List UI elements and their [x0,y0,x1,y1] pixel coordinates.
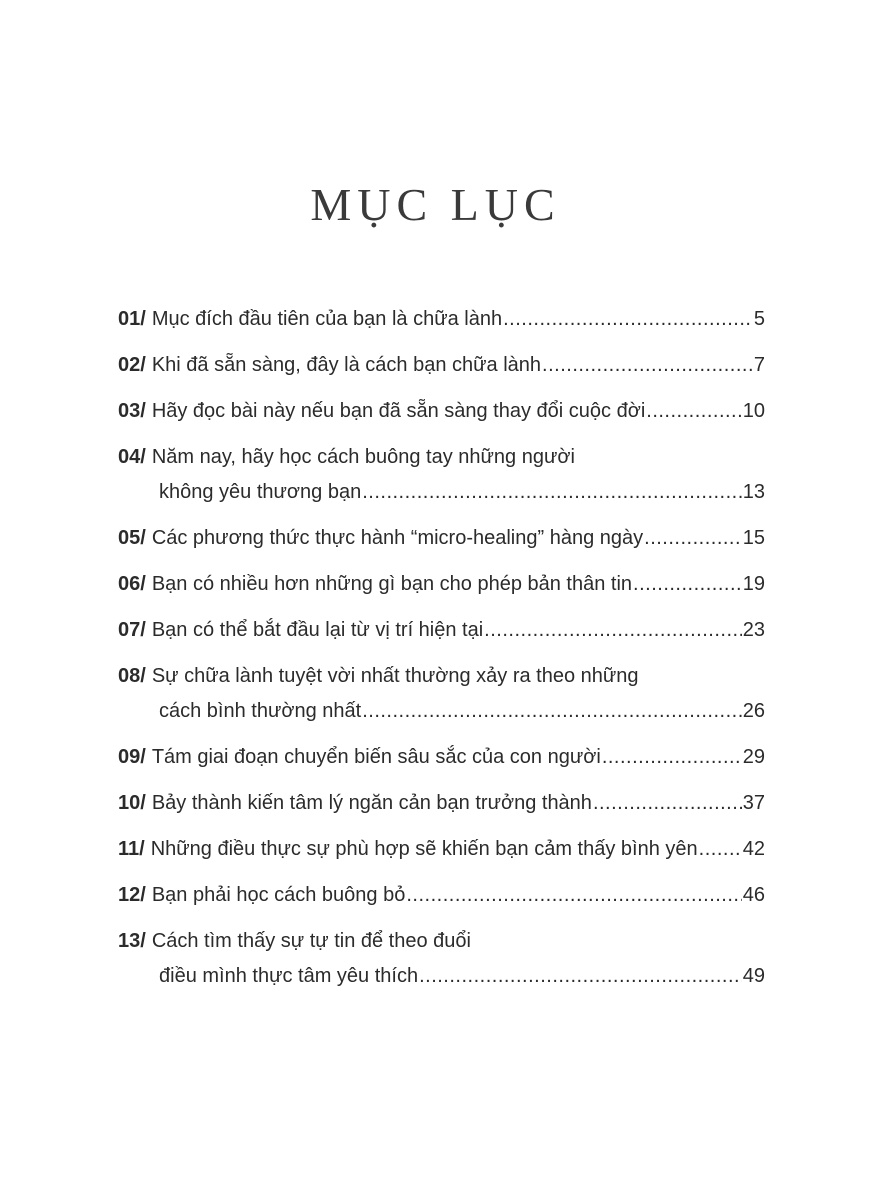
toc-page-number: 42 [742,838,765,860]
toc-entry-line [118,878,765,913]
toc-entry [118,659,765,729]
toc-page-number: 49 [742,965,765,987]
toc-entry-title: Những điều thực sự phù hợp sẽ khiến bạn cảm thấy bình yên [150,838,698,860]
page-title: MỤC LỤC [310,179,561,230]
toc-entry-line [118,475,765,510]
toc-entry-line [118,521,765,556]
toc-entry-line [118,832,765,867]
toc-entry-title: Mục đích đầu tiên của bạn là chữa lành [151,308,503,330]
toc-entry-line [118,694,765,729]
toc-entry-title: cách bình thường nhất [159,700,362,722]
toc-entry-number: 12/ [118,884,146,906]
toc-entry [118,567,765,602]
toc-entry [118,740,765,775]
toc-entry-title: Tám giai đoạn chuyển biến sâu sắc của con người [151,746,601,768]
toc-dot-leader [699,832,742,867]
toc-entry-title: Bảy thành kiến tâm lý ngăn cản bạn trưởng thành [151,792,592,814]
toc-entry-title: Sự chữa lành tuyệt vời nhất thường xảy ra theo những [151,665,639,687]
toc-entry-title: điều mình thực tâm yêu thích [159,965,419,987]
toc-entry [118,613,765,648]
toc-entry-number: 02/ [118,354,146,376]
toc-entry-line [118,924,765,959]
toc-entry [118,302,765,337]
toc-page-number: 29 [742,746,765,768]
toc-dot-leader [419,959,742,994]
toc-page-number: 5 [753,308,765,330]
toc-dot-leader [362,694,742,729]
toc-dot-leader [593,786,742,821]
toc-entry-line [118,740,765,775]
toc-entry-number: 11/ [118,838,145,860]
toc-entry [118,878,765,913]
toc-dot-leader [542,348,753,383]
toc-dot-leader [644,521,742,556]
toc-dot-leader [362,475,742,510]
toc-entry-title: Bạn phải học cách buông bỏ [151,884,406,906]
toc-entry-line [118,613,765,648]
toc-page-number: 26 [742,700,765,722]
toc-entry-number: 05/ [118,527,146,549]
toc-entry-line [118,659,765,694]
toc-entry-number: 08/ [118,665,146,687]
toc-page-number: 10 [742,400,765,422]
toc-entry [118,440,765,510]
toc-entry-number: 03/ [118,400,146,422]
toc-entry-title: Bạn có nhiều hơn những gì bạn cho phép bản thân tin [151,573,633,595]
toc-entry-title: Các phương thức thực hành “micro-healing” hàng ngày [151,527,644,549]
toc-entry-number: 13/ [118,930,146,952]
toc-page-number: 37 [742,792,765,814]
toc-dot-leader [602,740,742,775]
toc-entry-line [118,440,765,475]
toc-entry-title: Cách tìm thấy sự tự tin để theo đuổi [151,930,471,952]
toc-page-number: 23 [742,619,765,641]
toc-entry-line [118,348,765,383]
toc-entry-line [118,786,765,821]
toc-entry [118,521,765,556]
toc-entry-number: 07/ [118,619,146,641]
toc-entry-title: Bạn có thể bắt đầu lại từ vị trí hiện tại [151,619,484,641]
toc-entry-line [118,394,765,429]
toc-entry [118,786,765,821]
toc-entry-title: Khi đã sẵn sàng, đây là cách bạn chữa lành [151,354,542,376]
toc-dot-leader [646,394,741,429]
toc-list [118,302,765,1005]
toc-entry-title: Hãy đọc bài này nếu bạn đã sẵn sàng thay đổi cuộc đời [151,400,646,422]
toc-page-number: 15 [742,527,765,549]
toc-entry-line [118,959,765,994]
toc-dot-leader [503,302,753,337]
toc-page-number: 19 [742,573,765,595]
toc-page-number: 7 [753,354,765,376]
toc-entry-line [118,567,765,602]
toc-entry [118,924,765,994]
toc-dot-leader [484,613,742,648]
toc-entry-number: 01/ [118,308,146,330]
toc-page-number: 13 [742,481,765,503]
toc-page-number: 46 [742,884,765,906]
toc-entry-number: 10/ [118,792,146,814]
toc-entry [118,348,765,383]
toc-entry-number: 04/ [118,446,146,468]
toc-dot-leader [406,878,741,913]
toc-entry [118,394,765,429]
toc-dot-leader [633,567,742,602]
toc-entry-number: 09/ [118,746,146,768]
toc-entry-title: Năm nay, hãy học cách buông tay những người [151,446,575,468]
toc-entry-number: 06/ [118,573,146,595]
toc-entry [118,832,765,867]
toc-entry-title: không yêu thương bạn [159,481,362,503]
toc-entry-line [118,302,765,337]
